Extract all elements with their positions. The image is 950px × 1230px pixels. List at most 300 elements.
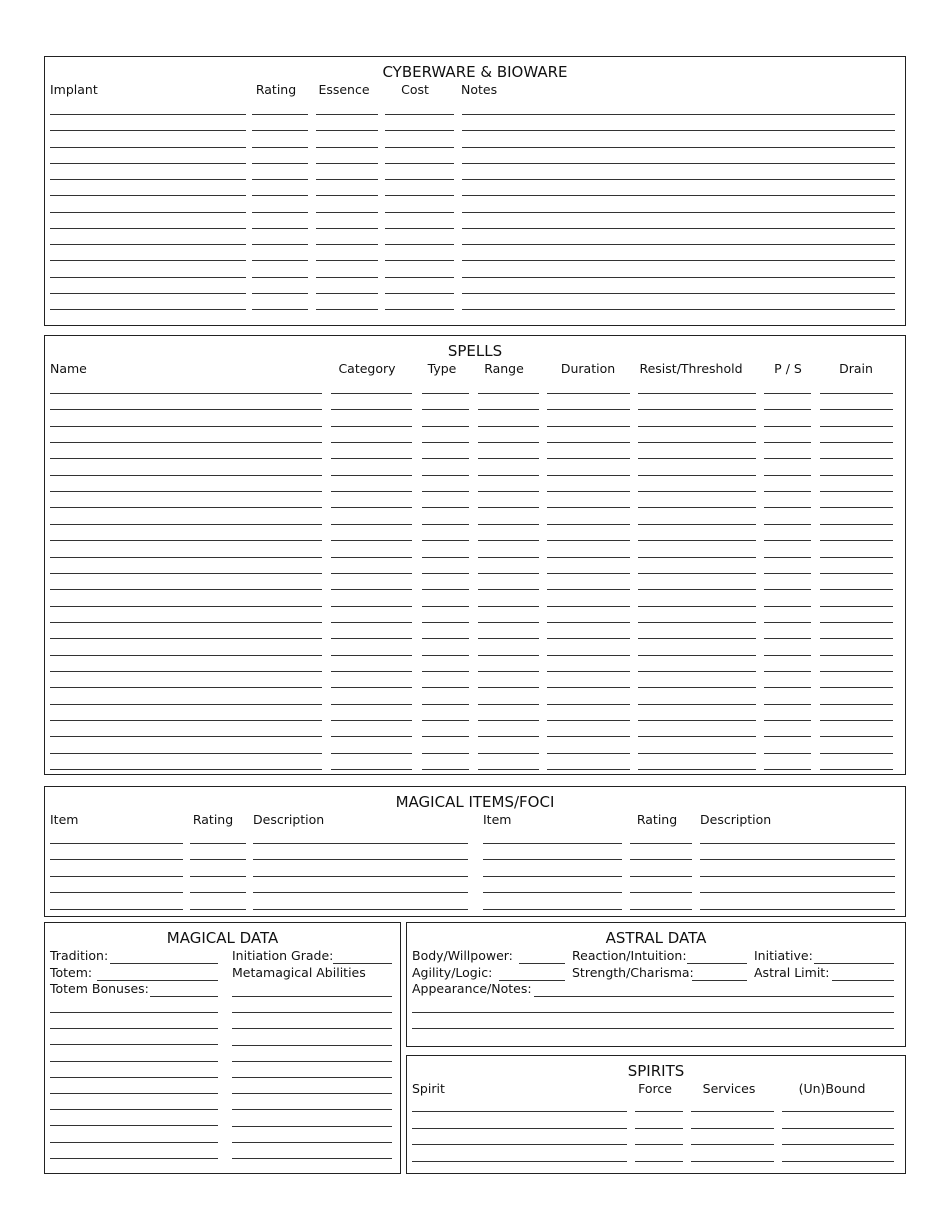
blank-line[interactable] [50,589,322,590]
blank-line[interactable] [820,589,893,590]
blank-line[interactable] [547,442,630,443]
blank-line[interactable] [547,638,630,639]
blank-line[interactable] [50,309,246,310]
blank-line[interactable] [252,114,308,115]
blank-line[interactable] [253,876,468,877]
blank-line[interactable] [50,293,246,294]
blank-line[interactable] [638,769,756,770]
blank-line[interactable] [820,491,893,492]
blank-line[interactable] [422,393,469,394]
blank-line[interactable] [478,704,539,705]
blank-line[interactable] [190,892,246,893]
blank-line[interactable] [547,589,630,590]
blank-line[interactable] [820,753,893,754]
blank-line[interactable] [331,753,412,754]
blank-line[interactable] [764,426,811,427]
blank-line[interactable] [462,228,895,229]
blank-line[interactable] [820,524,893,525]
blank-line[interactable] [50,163,246,164]
blank-line[interactable] [252,260,308,261]
blank-line[interactable] [331,687,412,688]
blank-line[interactable] [50,475,322,476]
blank-line[interactable] [422,409,469,410]
blank-line[interactable] [782,1128,894,1129]
blank-line[interactable] [50,843,183,844]
blank-line[interactable] [820,393,893,394]
blank-line[interactable] [252,212,308,213]
blank-line[interactable] [547,753,630,754]
blank-line[interactable] [232,1093,392,1094]
blank-line[interactable] [316,130,378,131]
blank-line[interactable] [764,687,811,688]
blank-line[interactable] [820,671,893,672]
blank-line[interactable] [547,655,630,656]
blank-line[interactable] [50,671,322,672]
blank-line[interactable] [232,996,392,997]
blank-line[interactable] [331,426,412,427]
blank-line[interactable] [316,277,378,278]
blank-line[interactable] [478,638,539,639]
blank-line[interactable] [50,458,322,459]
blank-line[interactable] [50,1093,218,1094]
blank-line[interactable] [50,1012,218,1013]
blank-line[interactable] [547,409,630,410]
blank-line[interactable] [483,843,622,844]
blank-line[interactable] [547,491,630,492]
blank-line[interactable] [331,622,412,623]
blank-line[interactable] [638,589,756,590]
body-willpower-field[interactable] [519,963,565,964]
blank-line[interactable] [547,540,630,541]
blank-line[interactable] [232,1077,392,1078]
blank-line[interactable] [820,507,893,508]
blank-line[interactable] [331,704,412,705]
blank-line[interactable] [422,638,469,639]
blank-line[interactable] [764,458,811,459]
blank-line[interactable] [316,179,378,180]
blank-line[interactable] [252,293,308,294]
blank-line[interactable] [478,720,539,721]
blank-line[interactable] [331,557,412,558]
blank-line[interactable] [547,475,630,476]
blank-line[interactable] [630,909,692,910]
blank-line[interactable] [638,524,756,525]
blank-line[interactable] [331,606,412,607]
blank-line[interactable] [253,859,468,860]
blank-line[interactable] [190,843,246,844]
blank-line[interactable] [232,1126,392,1127]
blank-line[interactable] [478,557,539,558]
blank-line[interactable] [232,1142,392,1143]
blank-line[interactable] [316,212,378,213]
blank-line[interactable] [385,260,454,261]
blank-line[interactable] [483,876,622,877]
blank-line[interactable] [422,507,469,508]
blank-line[interactable] [50,1109,218,1110]
blank-line[interactable] [764,540,811,541]
blank-line[interactable] [483,892,622,893]
blank-line[interactable] [478,753,539,754]
blank-line[interactable] [331,589,412,590]
blank-line[interactable] [50,909,183,910]
blank-line[interactable] [478,736,539,737]
blank-line[interactable] [820,736,893,737]
blank-line[interactable] [462,212,895,213]
blank-line[interactable] [50,277,246,278]
blank-line[interactable] [638,557,756,558]
blank-line[interactable] [50,409,322,410]
blank-line[interactable] [820,557,893,558]
blank-line[interactable] [316,309,378,310]
blank-line[interactable] [462,260,895,261]
blank-line[interactable] [764,589,811,590]
blank-line[interactable] [478,426,539,427]
blank-line[interactable] [422,442,469,443]
blank-line[interactable] [50,606,322,607]
blank-line[interactable] [422,573,469,574]
blank-line[interactable] [385,309,454,310]
blank-line[interactable] [331,507,412,508]
blank-line[interactable] [50,1028,218,1029]
blank-line[interactable] [316,195,378,196]
blank-line[interactable] [385,244,454,245]
blank-line[interactable] [316,114,378,115]
blank-line[interactable] [764,622,811,623]
blank-line[interactable] [422,720,469,721]
blank-line[interactable] [782,1144,894,1145]
blank-line[interactable] [820,458,893,459]
initiation-grade-field[interactable] [333,963,392,964]
blank-line[interactable] [478,524,539,525]
blank-line[interactable] [422,589,469,590]
blank-line[interactable] [50,892,183,893]
blank-line[interactable] [638,507,756,508]
blank-line[interactable] [50,769,322,770]
blank-line[interactable] [50,442,322,443]
blank-line[interactable] [820,475,893,476]
blank-line[interactable] [50,114,246,115]
blank-line[interactable] [316,260,378,261]
blank-line[interactable] [638,409,756,410]
appearance-notes-field[interactable] [534,996,894,997]
blank-line[interactable] [422,671,469,672]
astral-limit-field[interactable] [832,980,894,981]
blank-line[interactable] [412,1144,627,1145]
blank-line[interactable] [331,720,412,721]
blank-line[interactable] [253,843,468,844]
blank-line[interactable] [764,655,811,656]
blank-line[interactable] [50,260,246,261]
blank-line[interactable] [638,753,756,754]
blank-line[interactable] [691,1144,774,1145]
blank-line[interactable] [630,876,692,877]
totem-bonuses-field[interactable] [150,996,218,997]
initiative-field[interactable] [814,963,894,964]
blank-line[interactable] [764,393,811,394]
blank-line[interactable] [764,475,811,476]
blank-line[interactable] [764,524,811,525]
blank-line[interactable] [422,769,469,770]
blank-line[interactable] [50,1077,218,1078]
blank-line[interactable] [638,573,756,574]
blank-line[interactable] [691,1111,774,1112]
blank-line[interactable] [638,671,756,672]
blank-line[interactable] [232,1061,392,1062]
blank-line[interactable] [462,195,895,196]
blank-line[interactable] [635,1144,683,1145]
blank-line[interactable] [820,540,893,541]
blank-line[interactable] [691,1161,774,1162]
blank-line[interactable] [820,687,893,688]
blank-line[interactable] [385,212,454,213]
blank-line[interactable] [638,393,756,394]
blank-line[interactable] [190,876,246,877]
blank-line[interactable] [764,557,811,558]
blank-line[interactable] [462,244,895,245]
blank-line[interactable] [50,426,322,427]
blank-line[interactable] [385,195,454,196]
blank-line[interactable] [820,638,893,639]
blank-line[interactable] [385,130,454,131]
blank-line[interactable] [483,909,622,910]
blank-line[interactable] [385,179,454,180]
blank-line[interactable] [820,606,893,607]
blank-line[interactable] [820,442,893,443]
blank-line[interactable] [478,769,539,770]
blank-line[interactable] [764,442,811,443]
blank-line[interactable] [252,195,308,196]
blank-line[interactable] [462,293,895,294]
blank-line[interactable] [638,736,756,737]
blank-line[interactable] [478,540,539,541]
blank-line[interactable] [50,1158,218,1159]
blank-line[interactable] [478,622,539,623]
blank-line[interactable] [782,1111,894,1112]
strength-charisma-field[interactable] [692,980,747,981]
blank-line[interactable] [316,147,378,148]
blank-line[interactable] [50,130,246,131]
blank-line[interactable] [252,130,308,131]
blank-line[interactable] [412,1012,894,1013]
blank-line[interactable] [547,524,630,525]
blank-line[interactable] [412,1161,627,1162]
blank-line[interactable] [764,491,811,492]
blank-line[interactable] [50,720,322,721]
blank-line[interactable] [638,720,756,721]
blank-line[interactable] [385,114,454,115]
blank-line[interactable] [331,524,412,525]
blank-line[interactable] [422,524,469,525]
blank-line[interactable] [422,704,469,705]
blank-line[interactable] [422,687,469,688]
blank-line[interactable] [638,622,756,623]
blank-line[interactable] [478,573,539,574]
blank-line[interactable] [630,859,692,860]
blank-line[interactable] [547,671,630,672]
blank-line[interactable] [50,228,246,229]
blank-line[interactable] [232,1012,392,1013]
blank-line[interactable] [478,491,539,492]
blank-line[interactable] [50,557,322,558]
blank-line[interactable] [50,195,246,196]
blank-line[interactable] [764,409,811,410]
blank-line[interactable] [50,524,322,525]
blank-line[interactable] [635,1161,683,1162]
blank-line[interactable] [232,1109,392,1110]
blank-line[interactable] [820,409,893,410]
blank-line[interactable] [547,769,630,770]
blank-line[interactable] [462,163,895,164]
blank-line[interactable] [820,622,893,623]
blank-line[interactable] [764,753,811,754]
blank-line[interactable] [190,909,246,910]
blank-line[interactable] [547,687,630,688]
blank-line[interactable] [547,720,630,721]
reaction-intuition-field[interactable] [687,963,747,964]
blank-line[interactable] [638,491,756,492]
blank-line[interactable] [50,147,246,148]
blank-line[interactable] [252,147,308,148]
blank-line[interactable] [638,426,756,427]
blank-line[interactable] [764,671,811,672]
blank-line[interactable] [820,720,893,721]
blank-line[interactable] [385,293,454,294]
blank-line[interactable] [422,736,469,737]
blank-line[interactable] [422,622,469,623]
blank-line[interactable] [385,163,454,164]
blank-line[interactable] [252,179,308,180]
blank-line[interactable] [462,114,895,115]
blank-line[interactable] [820,769,893,770]
blank-line[interactable] [331,769,412,770]
blank-line[interactable] [316,228,378,229]
blank-line[interactable] [422,426,469,427]
blank-line[interactable] [820,704,893,705]
blank-line[interactable] [50,393,322,394]
blank-line[interactable] [782,1161,894,1162]
blank-line[interactable] [50,876,183,877]
blank-line[interactable] [478,475,539,476]
blank-line[interactable] [422,458,469,459]
blank-line[interactable] [547,736,630,737]
blank-line[interactable] [547,393,630,394]
blank-line[interactable] [764,704,811,705]
blank-line[interactable] [547,704,630,705]
blank-line[interactable] [331,573,412,574]
blank-line[interactable] [700,859,895,860]
blank-line[interactable] [50,1125,218,1126]
blank-line[interactable] [700,876,895,877]
blank-line[interactable] [50,704,322,705]
blank-line[interactable] [638,540,756,541]
blank-line[interactable] [50,1142,218,1143]
blank-line[interactable] [764,606,811,607]
blank-line[interactable] [232,1158,392,1159]
blank-line[interactable] [764,507,811,508]
blank-line[interactable] [412,1028,894,1029]
blank-line[interactable] [50,573,322,574]
blank-line[interactable] [478,655,539,656]
blank-line[interactable] [50,753,322,754]
blank-line[interactable] [764,720,811,721]
blank-line[interactable] [422,753,469,754]
blank-line[interactable] [331,442,412,443]
blank-line[interactable] [316,244,378,245]
blank-line[interactable] [50,859,183,860]
blank-line[interactable] [547,573,630,574]
blank-line[interactable] [50,1061,218,1062]
blank-line[interactable] [331,491,412,492]
blank-line[interactable] [638,475,756,476]
blank-line[interactable] [462,277,895,278]
blank-line[interactable] [547,426,630,427]
blank-line[interactable] [700,843,895,844]
blank-line[interactable] [638,638,756,639]
blank-line[interactable] [764,736,811,737]
blank-line[interactable] [422,540,469,541]
blank-line[interactable] [252,228,308,229]
blank-line[interactable] [478,606,539,607]
blank-line[interactable] [232,1045,392,1046]
tradition-field[interactable] [110,963,218,964]
blank-line[interactable] [462,179,895,180]
blank-line[interactable] [385,277,454,278]
blank-line[interactable] [478,409,539,410]
blank-line[interactable] [422,491,469,492]
blank-line[interactable] [478,671,539,672]
blank-line[interactable] [50,491,322,492]
blank-line[interactable] [331,671,412,672]
blank-line[interactable] [820,573,893,574]
blank-line[interactable] [252,244,308,245]
blank-line[interactable] [331,393,412,394]
blank-line[interactable] [547,622,630,623]
blank-line[interactable] [50,507,322,508]
blank-line[interactable] [635,1128,683,1129]
blank-line[interactable] [483,859,622,860]
blank-line[interactable] [331,409,412,410]
blank-line[interactable] [635,1111,683,1112]
blank-line[interactable] [638,442,756,443]
blank-line[interactable] [478,589,539,590]
blank-line[interactable] [316,163,378,164]
blank-line[interactable] [478,442,539,443]
blank-line[interactable] [638,458,756,459]
blank-line[interactable] [462,309,895,310]
blank-line[interactable] [630,892,692,893]
blank-line[interactable] [50,179,246,180]
blank-line[interactable] [422,557,469,558]
blank-line[interactable] [820,655,893,656]
blank-line[interactable] [764,769,811,770]
blank-line[interactable] [331,655,412,656]
blank-line[interactable] [478,507,539,508]
blank-line[interactable] [462,147,895,148]
blank-line[interactable] [331,475,412,476]
blank-line[interactable] [638,655,756,656]
blank-line[interactable] [478,458,539,459]
blank-line[interactable] [412,1128,627,1129]
blank-line[interactable] [630,843,692,844]
blank-line[interactable] [638,687,756,688]
blank-line[interactable] [252,309,308,310]
blank-line[interactable] [547,557,630,558]
blank-line[interactable] [331,458,412,459]
blank-line[interactable] [638,704,756,705]
blank-line[interactable] [547,507,630,508]
blank-line[interactable] [253,909,468,910]
blank-line[interactable] [691,1128,774,1129]
